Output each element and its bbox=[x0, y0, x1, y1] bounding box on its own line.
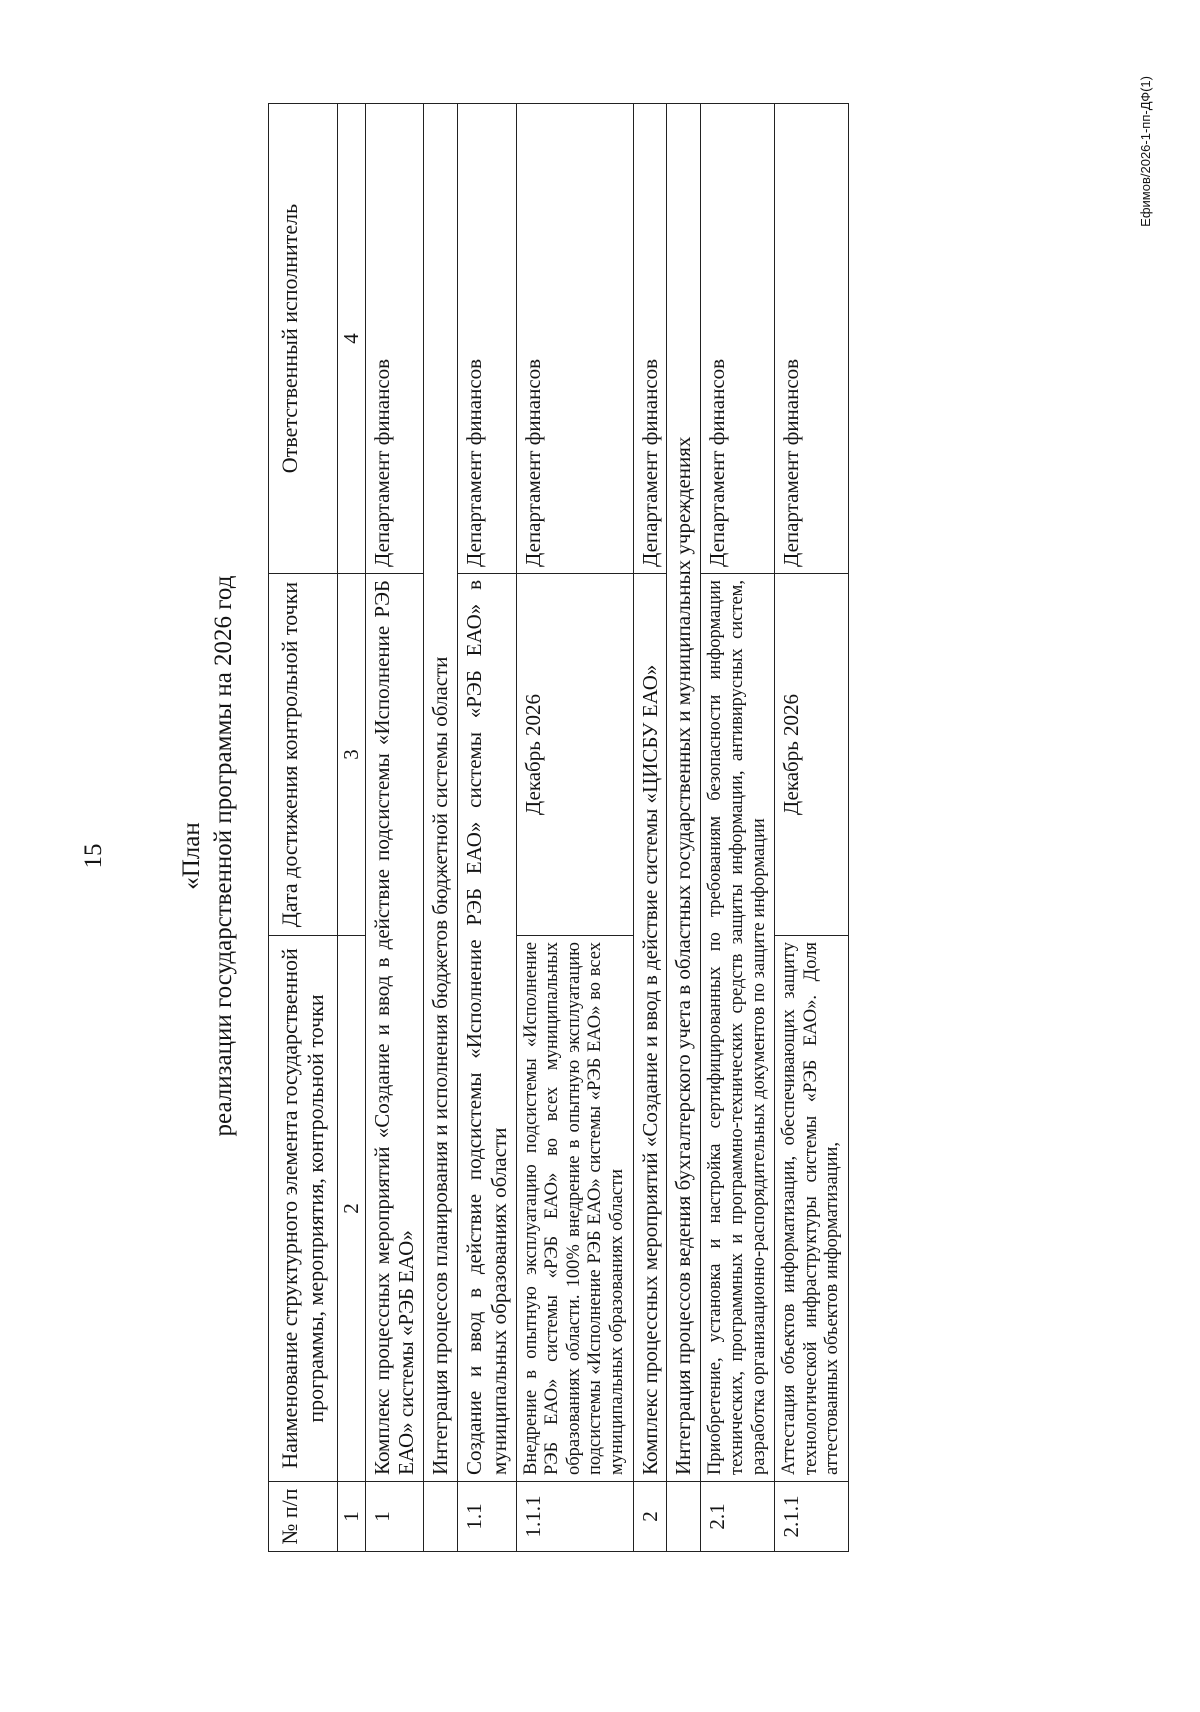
row-name: Аттестация объектов информатизации, обеспечивающих защиту технологической инфраструктуры системы «РЭБ ЕАО». Доля аттестованных объектов информатизации, bbox=[775, 936, 849, 1482]
table-header-row bbox=[269, 104, 338, 1552]
row-name: Комплекс процессных мероприятий «Создание и ввод в действие системы «ЦИСБУ ЕАО» bbox=[633, 574, 667, 1482]
table-row bbox=[701, 104, 775, 1552]
row-executor: Департамент финансов bbox=[457, 104, 516, 574]
table-row bbox=[633, 104, 667, 1552]
row-executor: Департамент финансов bbox=[701, 104, 775, 574]
section-row bbox=[424, 104, 458, 1552]
row-executor: Департамент финансов bbox=[633, 104, 667, 574]
table-row bbox=[365, 104, 424, 1552]
row-date: Декабрь 2026 bbox=[516, 574, 633, 936]
section-title: Интеграция процессов ведения бухгалтерского учета в областных государственных и муниципальных учреждениях bbox=[667, 104, 701, 1482]
table-row bbox=[516, 104, 633, 1552]
row-name: Внедрение в опытную эксплуатацию подсистемы «Исполнение РЭБ ЕАО» системы «РЭБ ЕАО» во всех муниципальных образованиях области. 100% внедрение в опытную эксплуатацию подсистемы «Исполнение РЭБ ЕАО» системы «РЭБ ЕАО» во всех муниципальных образованиях области bbox=[516, 936, 633, 1482]
table-row bbox=[775, 104, 849, 1552]
document-subtitle: реализации государственной программы на 2026 год bbox=[210, 575, 237, 1137]
row-number: 2 bbox=[633, 1482, 667, 1552]
column-number: 4 bbox=[337, 104, 365, 574]
plan-table bbox=[268, 103, 849, 1552]
row-number: 1.1 bbox=[457, 1482, 516, 1552]
header-date: Дата достижения контрольной точки bbox=[269, 574, 338, 936]
row-name: Создание и ввод в действие подсистемы «Исполнение РЭБ ЕАО» системы «РЭБ ЕАО» в муниципальных образованиях области bbox=[457, 574, 516, 1482]
column-number: 2 bbox=[337, 936, 365, 1482]
row-executor: Департамент финансов bbox=[516, 104, 633, 574]
page-number: 15 bbox=[80, 843, 107, 869]
column-number: 1 bbox=[337, 1482, 365, 1552]
row-executor: Департамент финансов bbox=[775, 104, 849, 574]
row-name: Комплекс процессных мероприятий «Создание и ввод в действие подсистемы «Исполнение РЭБ ЕАО» системы «РЭБ ЕАО» bbox=[365, 574, 424, 1482]
section-number-cell bbox=[424, 1482, 458, 1552]
header-executor: Ответственный исполнитель bbox=[269, 104, 338, 574]
section-number-cell bbox=[667, 1482, 701, 1552]
column-number: 3 bbox=[337, 574, 365, 936]
row-name: Приобретение, установка и настройка сертифицированных по требованиям безопасности информации технических, программных и программно-технических средств защиты информации, антивирусных систем, разработка организационно-распорядительных документов по защите информации bbox=[701, 574, 775, 1482]
row-executor: Департамент финансов bbox=[365, 104, 424, 574]
table-row bbox=[457, 104, 516, 1552]
header-name: Наименование структурного элемента государственной программы, мероприятия, контрольной точки bbox=[269, 936, 338, 1482]
row-number: 1 bbox=[365, 1482, 424, 1552]
footer-document-code: Ефимов/2026-1-пп-ДФ(1) bbox=[1138, 76, 1153, 227]
document-title: «План bbox=[178, 822, 205, 890]
row-number: 1.1.1 bbox=[516, 1482, 633, 1552]
column-number-row bbox=[337, 104, 365, 1552]
row-number: 2.1.1 bbox=[775, 1482, 849, 1552]
row-number: 2.1 bbox=[701, 1482, 775, 1552]
section-row bbox=[667, 104, 701, 1552]
header-number: № п/п bbox=[269, 1482, 338, 1552]
section-title: Интеграция процессов планирования и исполнения бюджетов бюджетной системы области bbox=[424, 104, 458, 1482]
row-date: Декабрь 2026 bbox=[775, 574, 849, 936]
